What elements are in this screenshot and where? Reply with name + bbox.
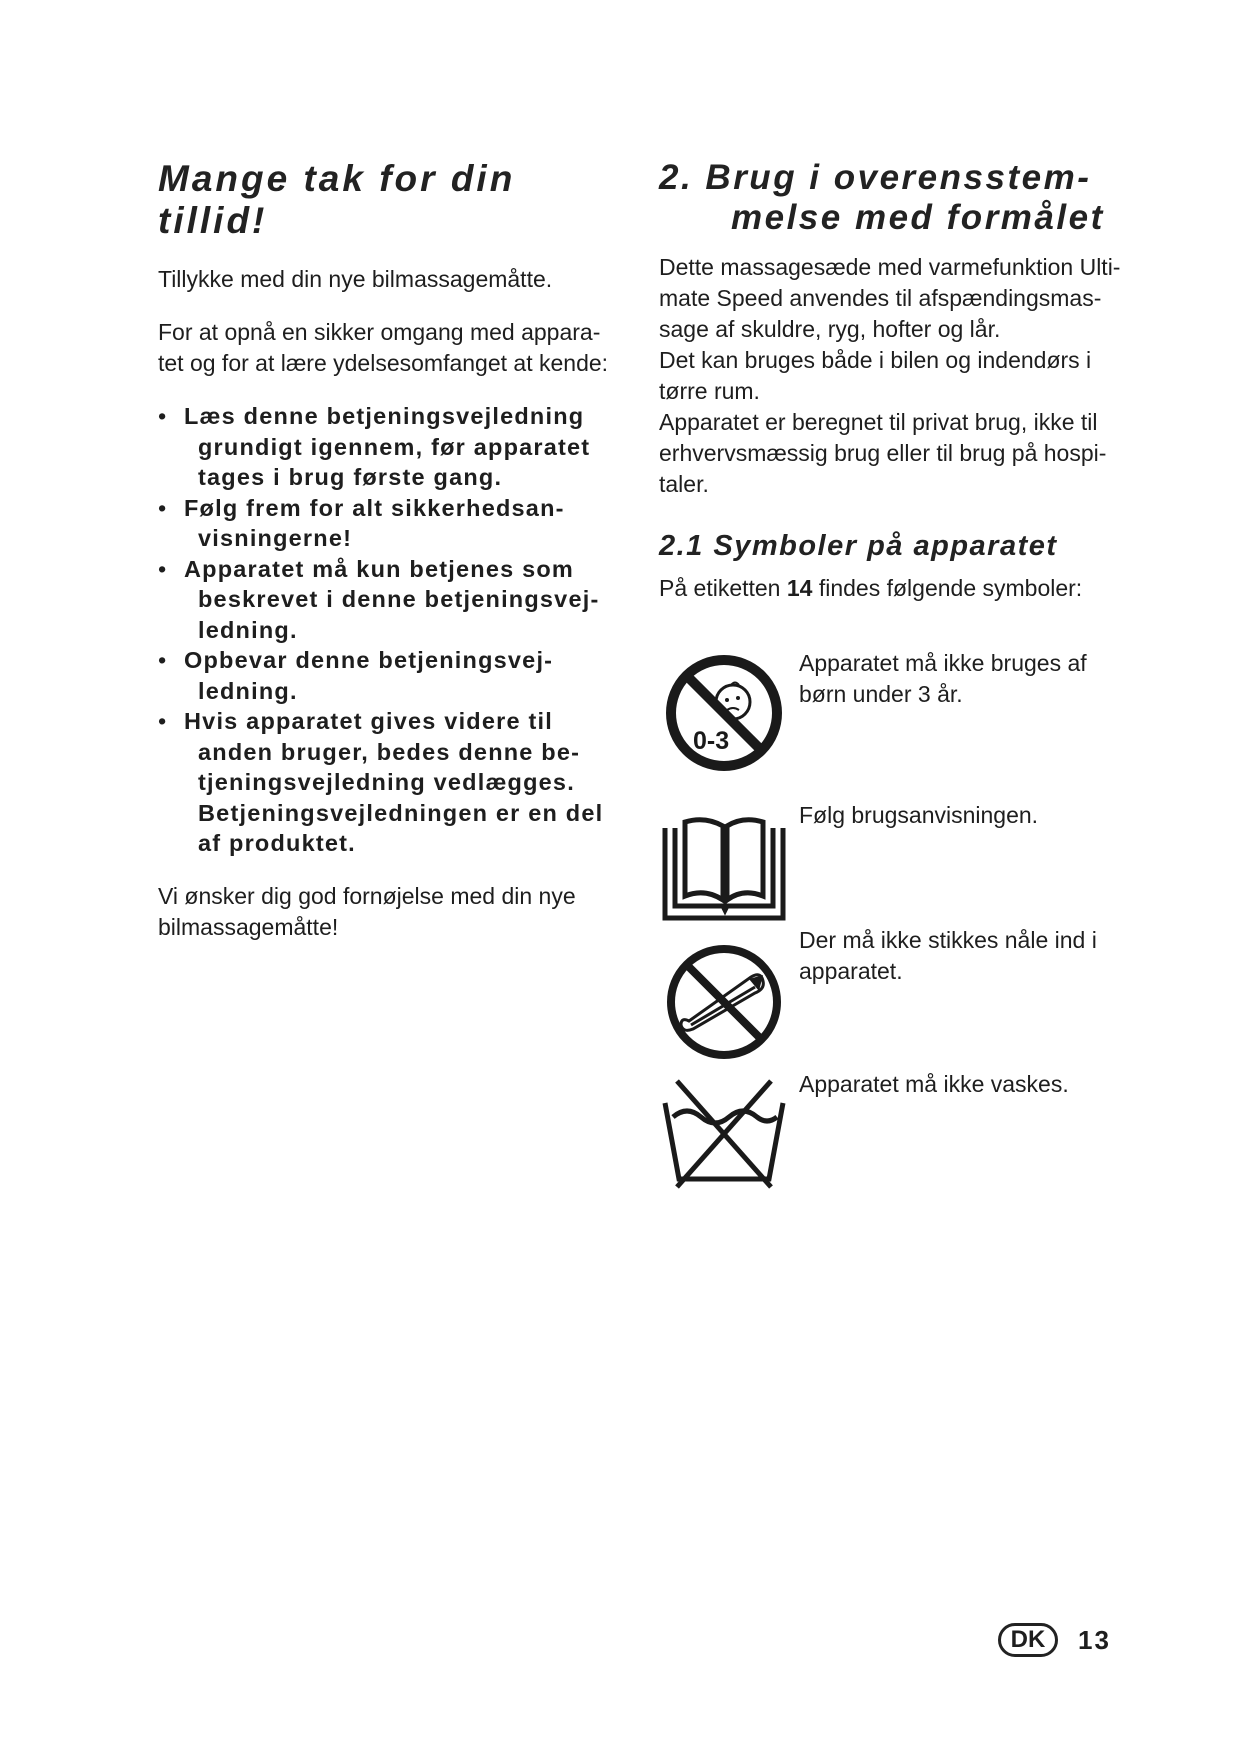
closing-text (158, 881, 636, 943)
page-title: Mange tak for din tillid! (158, 158, 516, 241)
svg-text:0-3: 0-3 (693, 727, 730, 755)
symbol-text-washing: Apparatet må ikke vaskes. (799, 1071, 1069, 1097)
subsection-heading: 2.1 Symboler på apparatet (659, 530, 1058, 562)
list-item: • Hvis apparatet gives videre til anden bruger, bedes denne be- tjeningsvejledning vedlægges. Betjeningsvejledningen er en del af produktet. (158, 706, 636, 859)
country-badge: DK (998, 1623, 1058, 1657)
manual-book-icon (659, 814, 789, 929)
safety-intro-line-2: tet og for at lære ydelsesomfanget at kende: (158, 350, 609, 376)
symbol-text-pins: Der må ikke stikkes nåle ind i apparatet. (799, 927, 1097, 984)
intro-text: Tillykke med din nye bilmassagemåtte. (158, 266, 553, 292)
right-column (659, 158, 1129, 604)
list-item: • Opbevar denne betjeningsvej- ledning. (158, 645, 636, 706)
list-item: • Følg frem for alt sikkerhedsan- visningerne! (158, 493, 636, 554)
label-intro: På etiketten 14 findes følgende symboler: (659, 575, 1083, 601)
list-item: • Apparatet må kun betjenes som beskrevet i denne betjeningsvej- ledning. (158, 554, 636, 646)
no-pins-icon (659, 937, 789, 1072)
section-heading: 2. Brug i overensstem- melse med formålet (659, 158, 1105, 237)
no-washing-icon (659, 1075, 789, 1200)
symbol-text-children: Apparatet må ikke bruges af børn under 3 år. (799, 650, 1087, 707)
closing-line-1: Vi ønsker dig god fornøjelse med din nye (158, 882, 576, 909)
page-number: 13 (1078, 1624, 1111, 1655)
list-item: • Læs denne betjeningsvejledning grundigt igennem, før apparatet tages i brug første gang. (158, 401, 636, 493)
instruction-list (158, 401, 636, 859)
page-footer (998, 1623, 1111, 1657)
closing-line-2: bilmassagemåtte! (158, 913, 339, 940)
symbol-text-manual: Følg brugsanvisningen. (799, 802, 1039, 828)
left-column (158, 158, 636, 943)
section-body: Dette massagesæde med varmefunktion Ulti- mate Speed anvendes til afspændingsmas- sage af skuldre, ryg, hofter og lår. Det kan bruges både i bilen og indendørs i tørre rum. Apparatet er beregnet til privat brug, ikke til erhvervsmæssig brug eller til brug på hospi- taler. (659, 254, 1121, 497)
safety-intro (158, 317, 636, 379)
safety-intro-line-1: For at opnå en sikker omgang med appara- (158, 319, 601, 345)
no-children-icon (659, 648, 789, 783)
